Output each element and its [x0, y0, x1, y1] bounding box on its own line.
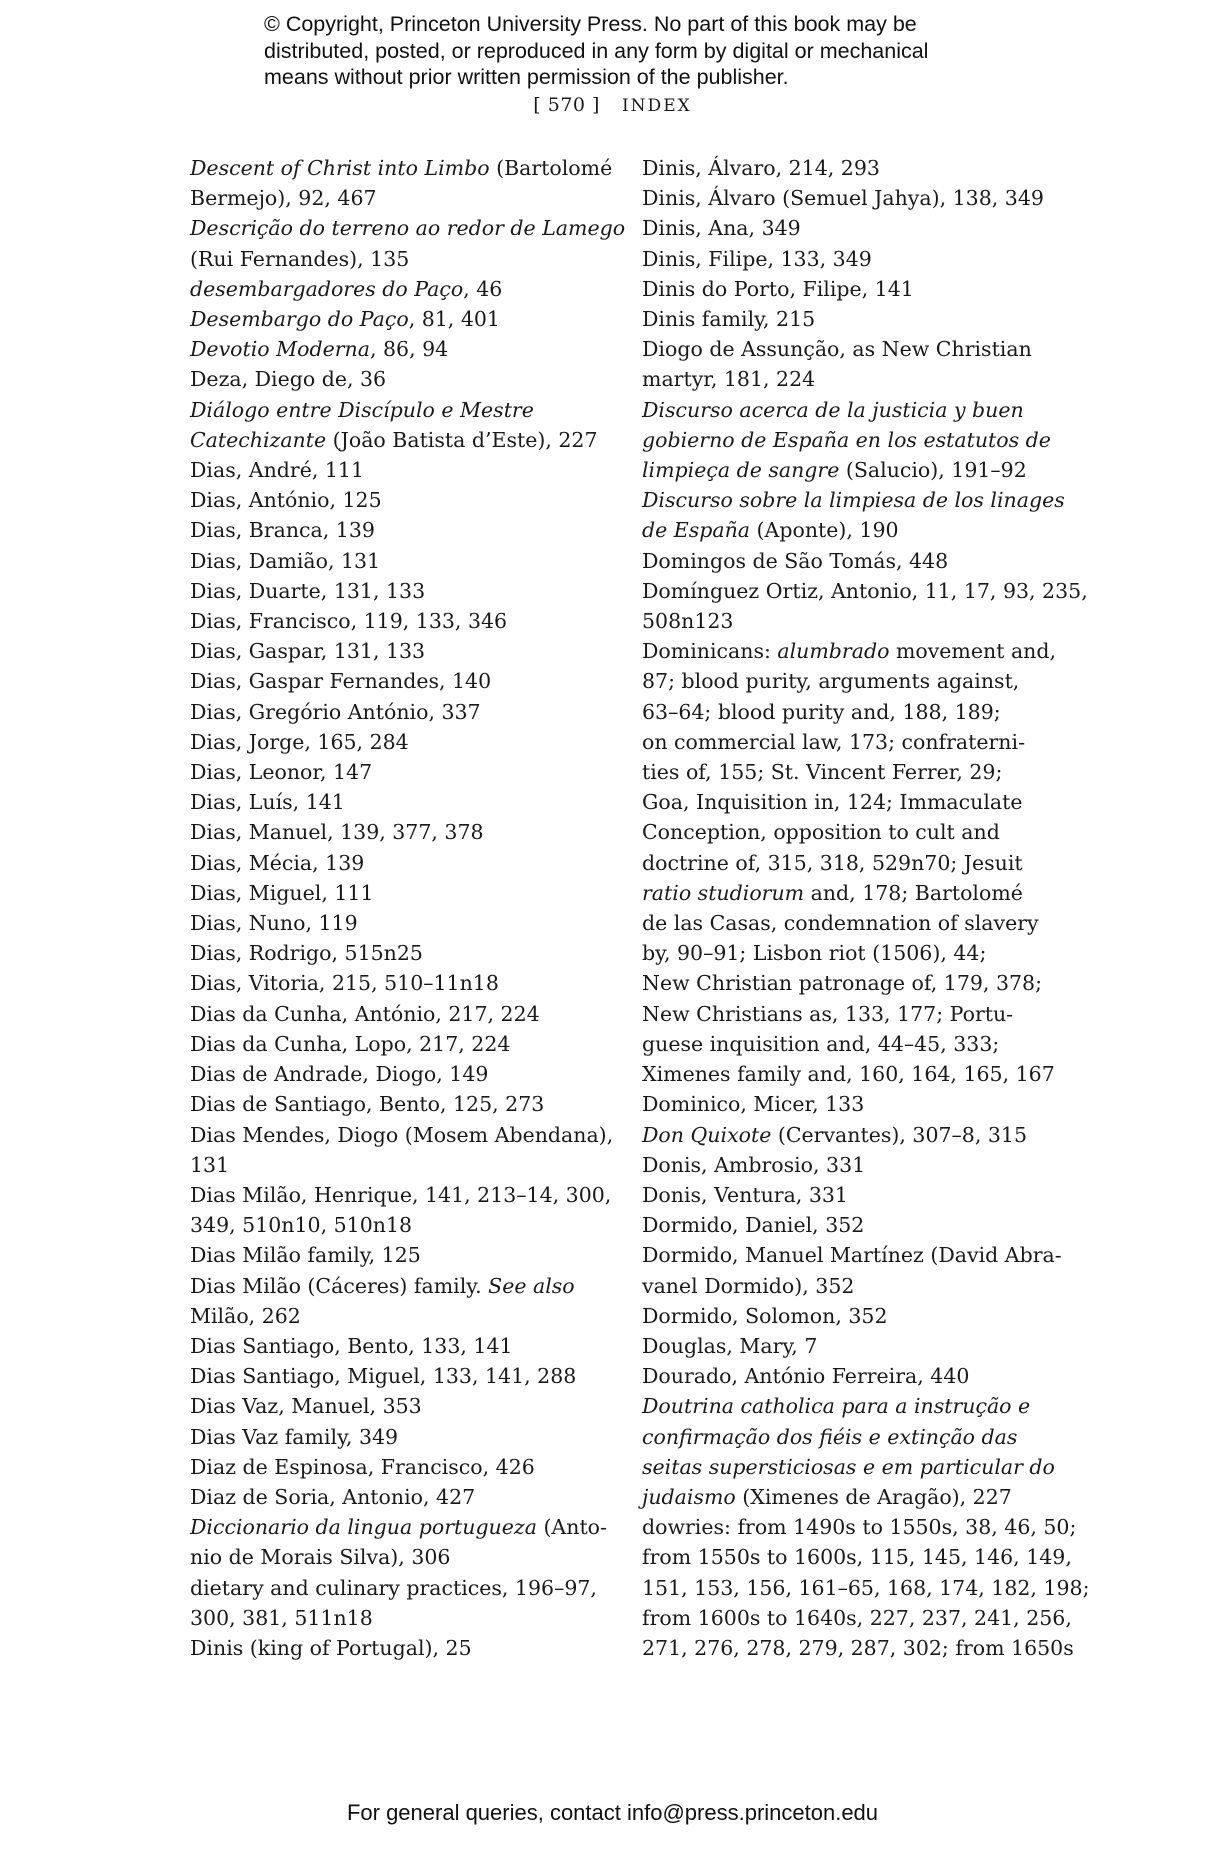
index-entry-line: from 1550s to 1600s, 115, 145, 146, 149, [642, 1545, 1072, 1570]
index-entry-line: Douglas, Mary, 7 [642, 1333, 818, 1358]
index-entry [642, 1391, 1072, 1512]
index-entry-line: dietary and culinary practices, 196–97, [190, 1575, 597, 1600]
index-entry [190, 213, 626, 273]
index-entry [190, 606, 615, 636]
index-column-left [190, 153, 626, 1663]
index-entry [190, 1482, 615, 1512]
index-entry [190, 999, 615, 1029]
index-entry-line: Dinis (king of Portugal), 25 [190, 1635, 472, 1660]
index-entry [190, 666, 615, 696]
index-entry-line: Dias da Cunha, Lopo, 217, 224 [190, 1031, 511, 1056]
index-entry [642, 546, 1072, 576]
index-entry [190, 1089, 615, 1119]
index-entry-line: limpieça de sangre (Salucio), 191–92 [642, 458, 1027, 483]
index-entry [642, 1301, 1072, 1331]
index-entry-line: Diogo de Assunção, as New Christian [642, 337, 1032, 362]
index-entry-line: Dias da Cunha, António, 217, 224 [190, 1001, 540, 1026]
index-entry [190, 1331, 615, 1361]
index-entry-line: Dias Milão (Cáceres) family. See also [190, 1273, 575, 1298]
index-entry-line: Dominico, Micer, 133 [642, 1092, 865, 1117]
index-entry [190, 576, 615, 606]
index-entry [190, 757, 615, 787]
index-entry-line: Don Quixote (Cervantes), 307–8, 315 [642, 1122, 1027, 1147]
index-entry [190, 515, 615, 545]
index-column-right [642, 153, 1090, 1663]
index-entry-line: Dias, Branca, 139 [190, 518, 375, 543]
index-entry-line: Domingos de São Tomás, 448 [642, 548, 949, 573]
index-entry-line: Dias Santiago, Miguel, 133, 141, 288 [190, 1364, 577, 1389]
index-entry [190, 1361, 615, 1391]
index-entry [190, 697, 615, 727]
index-entry [190, 878, 615, 908]
index-entry-line: martyr, 181, 224 [642, 367, 816, 392]
index-entry-line: 349, 510n10, 510n18 [190, 1213, 413, 1238]
index-entry [642, 1240, 1072, 1300]
index-entry-line: confirmação dos fiéis e extinção das [642, 1424, 1018, 1449]
index-entry-line: nio de Morais Silva), 306 [190, 1545, 451, 1570]
index-entry-line: Dias de Andrade, Diogo, 149 [190, 1062, 489, 1087]
index-entry-line: Dias, Jorge, 165, 284 [190, 729, 409, 754]
copyright-notice [264, 11, 984, 91]
index-entry-line: Dourado, António Ferreira, 440 [642, 1364, 970, 1389]
index-entry [190, 636, 615, 666]
index-entry-line: guese inquisition and, 44–45, 333; [642, 1031, 1000, 1056]
index-entry-line: Dias de Santiago, Bento, 125, 273 [190, 1092, 545, 1117]
index-entry [190, 153, 615, 213]
index-entry [642, 183, 1072, 213]
index-entry-line: ratio studiorum and, 178; Bartolomé [642, 880, 1023, 905]
index-entry [642, 1180, 1072, 1210]
index-entry-line: 271, 276, 278, 279, 287, 302; from 1650s [642, 1635, 1074, 1660]
copyright-line: © Copyright, Princeton University Press. No part of this book may be [264, 12, 917, 36]
index-entry [642, 1361, 1072, 1391]
index-entry-line: Dinis do Porto, Filipe, 141 [642, 276, 914, 301]
index-entry [190, 1059, 615, 1089]
index-entry [642, 485, 1072, 545]
index-entry-line: Dias, Luís, 141 [190, 790, 345, 815]
index-entry-line: Dias Vaz, Manuel, 353 [190, 1394, 422, 1419]
index-entry-line: Dias, Leonor, 147 [190, 760, 373, 785]
index-entry [190, 1029, 615, 1059]
running-head [0, 94, 1225, 116]
index-entry-line: 131 [190, 1152, 230, 1177]
index-entry-line: on commercial law, 173; confraterni- [642, 729, 1025, 754]
page-number: [ 570 ] [533, 94, 600, 116]
index-entry [642, 395, 1072, 486]
index-entry [642, 1331, 1072, 1361]
index-entry-line: Donis, Ventura, 331 [642, 1182, 848, 1207]
copyright-line: distributed, posted, or reproduced in any form by digital or mechanical [264, 38, 929, 63]
index-entry-line: Dinis, Álvaro (Semuel Jahya), 138, 349 [642, 186, 1044, 211]
index-entry [642, 1512, 1090, 1663]
index-entry [190, 1391, 615, 1421]
index-entry-line: 151, 153, 156, 161–65, 168, 174, 182, 198; [642, 1575, 1090, 1600]
index-entry [190, 395, 615, 455]
index-entry [190, 727, 615, 757]
index-entry-line: 87; blood purity, arguments against, [642, 669, 1020, 694]
index-entry-line: Dias Milão family, 125 [190, 1243, 421, 1268]
footer-contact: For general queries, contact info@press.princeton.edu [346, 1800, 879, 1825]
index-entry [642, 1210, 1072, 1240]
index-entry-line: Dias, Gregório António, 337 [190, 699, 481, 724]
index-entry-line: Dias Mendes, Diogo (Mosem Abendana), [190, 1122, 614, 1147]
index-entry [190, 1271, 615, 1331]
index-entry-line: Diálogo entre Discípulo e Mestre [190, 397, 534, 422]
index-entry-line: vanel Dormido), 352 [642, 1273, 855, 1298]
index-entry-line: Milão, 262 [190, 1303, 301, 1328]
copyright-line: means without prior written permission of the publisher. [264, 65, 789, 89]
index-entry [190, 1422, 615, 1452]
index-entry-line: New Christian patronage of, 179, 378; [642, 971, 1042, 996]
index-entry-line: Descent of Christ into Limbo (Bartolomé [190, 156, 613, 180]
index-entry [190, 938, 615, 968]
index-entry-line: Dias, André, 111 [190, 458, 364, 483]
index-entry-line: Dominicans: alumbrado movement and, [642, 639, 1057, 664]
index-entry-line: judaismo (Ximenes de Aragão), 227 [642, 1484, 1012, 1509]
index-entry-line: Bermejo), 92, 467 [190, 186, 377, 211]
index-entry-line: seitas supersticiosas e em particular do [642, 1454, 1055, 1479]
index-entry-line: Devotio Moderna, 86, 94 [190, 337, 449, 362]
index-entry [642, 153, 1072, 183]
index-entry [190, 1452, 615, 1482]
index-entry [642, 1150, 1072, 1180]
index-entry [642, 334, 1072, 394]
index-entry-line: Dias, Vitoria, 215, 510–11n18 [190, 971, 499, 996]
index-entry-line: Goa, Inquisition in, 124; Immaculate [642, 790, 1023, 815]
index-entry [190, 485, 615, 515]
index-entry [642, 274, 1072, 304]
index-entry [190, 1512, 615, 1572]
index-entry [190, 1633, 615, 1663]
index-entry [190, 1573, 615, 1633]
index-entry [190, 787, 615, 817]
index-entry [190, 817, 615, 847]
index-entry-line: (Rui Fernandes), 135 [190, 246, 410, 271]
index-entry-line: Dias, António, 125 [190, 488, 382, 513]
index-entry-line: de las Casas, condemnation of slavery [642, 911, 1039, 936]
index-entry-line: Dias, Miguel, 111 [190, 880, 374, 905]
index-entry-line: Catechizante (João Batista d’Este), 227 [190, 427, 598, 452]
index-entry-line: Dias Milão, Henrique, 141, 213–14, 300, [190, 1182, 612, 1207]
index-entry-line: Dias, Gaspar Fernandes, 140 [190, 669, 492, 694]
index-entry-line: dowries: from 1490s to 1550s, 38, 46, 50; [642, 1515, 1077, 1540]
index-entry-line: Domínguez Ortiz, Antonio, 11, 17, 93, 235, [642, 578, 1088, 603]
index-entry-line: New Christians as, 133, 177; Portu- [642, 1001, 1014, 1026]
index-entry [190, 848, 615, 878]
index-entry [642, 213, 1072, 243]
index-entry-line: Dormido, Solomon, 352 [642, 1303, 888, 1328]
index-entry [190, 304, 615, 334]
index-entry-line: Donis, Ambrosio, 331 [642, 1152, 866, 1177]
index-entry-line: Dias, Rodrigo, 515n25 [190, 941, 423, 966]
index-entry-line: Dormido, Daniel, 352 [642, 1213, 865, 1238]
index-entry-line: Deza, Diego de, 36 [190, 367, 387, 392]
index-entry-line: Diaz de Espinosa, Francisco, 426 [190, 1454, 535, 1479]
index-entry [190, 968, 615, 998]
index-entry [642, 636, 1072, 1089]
index-entry [642, 576, 1088, 636]
index-entry-line: doctrine of, 315, 318, 529n70; Jesuit [642, 850, 1023, 875]
index-entry [190, 455, 615, 485]
index-entry [190, 1120, 615, 1180]
index-entry [190, 1180, 615, 1240]
index-entry-line: Dias, Damião, 131 [190, 548, 381, 573]
index-entry-line: 63–64; blood purity and, 188, 189; [642, 699, 1001, 724]
index-entry [642, 304, 1072, 334]
index-entry-line: Discurso acerca de la justicia y buen [642, 397, 1024, 422]
index-entry-line: Dinis family, 215 [642, 307, 816, 332]
index-entry-line: Dias, Nuno, 119 [190, 911, 358, 936]
index-entry [642, 1089, 1072, 1119]
index-entry-line: Discurso sobre la limpiesa de los linages [642, 488, 1065, 513]
index-entry [190, 908, 615, 938]
index-entry-line: Conception, opposition to cult and [642, 820, 1000, 845]
index-entry-line: Diccionario da lingua portugueza (Anto- [190, 1515, 607, 1540]
index-entry [642, 1120, 1072, 1150]
index-entry-line: Dinis, Filipe, 133, 349 [642, 246, 872, 271]
index-entry [190, 546, 615, 576]
index-entry-line: by, 90–91; Lisbon riot (1506), 44; [642, 941, 987, 966]
index-entry-line: Desembargo do Paço, 81, 401 [190, 307, 500, 332]
index-entry-line: Dias, Francisco, 119, 133, 346 [190, 609, 508, 634]
index-entry-line: Dias, Gaspar, 131, 133 [190, 639, 426, 664]
index-entry [190, 274, 615, 304]
index-entry-line: Dormido, Manuel Martínez (David Abra- [642, 1243, 1062, 1268]
index-entry-line: Dinis, Ana, 349 [642, 216, 801, 241]
index-entry-line: desembargadores do Paço, 46 [190, 276, 503, 301]
index-entry-line: Ximenes family and, 160, 164, 165, 167 [642, 1062, 1055, 1087]
index-entry-line: ties of, 155; St. Vincent Ferrer, 29; [642, 760, 1003, 785]
section-label: INDEX [621, 96, 692, 116]
index-entry-line: Dinis, Álvaro, 214, 293 [642, 156, 880, 180]
index-entry-line: 300, 381, 511n18 [190, 1605, 373, 1630]
index-entry-line: Dias, Mécia, 139 [190, 850, 365, 875]
index-entry-line: Descrição do terreno ao redor de Lamego [190, 216, 626, 241]
index-entry [190, 334, 615, 364]
index-entry-line: from 1600s to 1640s, 227, 237, 241, 256, [642, 1605, 1072, 1630]
index-entry-line: gobierno de España en los estatutos de [642, 427, 1051, 452]
index-entry-line: 508n123 [642, 609, 734, 634]
index-entry-line: Doutrina catholica para a instrução e [642, 1394, 1031, 1419]
index-entry-line: Dias, Manuel, 139, 377, 378 [190, 820, 484, 845]
index-entry [190, 364, 615, 394]
index-entry-line: Dias Santiago, Bento, 133, 141 [190, 1333, 513, 1358]
index-entry-line: de España (Aponte), 190 [642, 518, 899, 543]
index-entry-line: Dias Vaz family, 349 [190, 1424, 399, 1449]
index-entry [642, 244, 1072, 274]
index-entry-line: Dias, Duarte, 131, 133 [190, 578, 426, 603]
index-entry-line: Diaz de Soria, Antonio, 427 [190, 1484, 476, 1509]
index-entry [190, 1240, 615, 1270]
